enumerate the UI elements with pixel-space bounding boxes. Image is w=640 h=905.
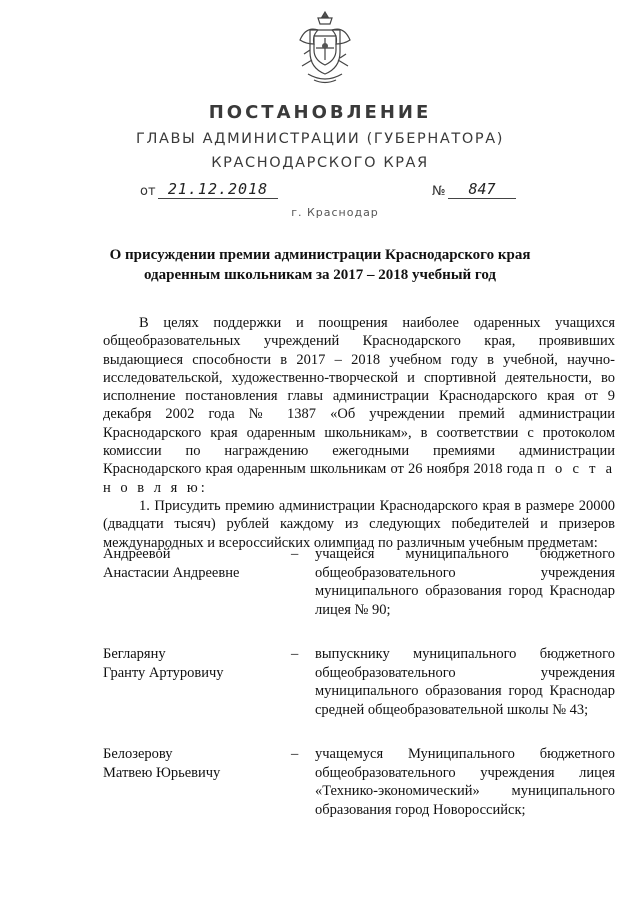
number-value: 847 [448,180,516,199]
awardee-given-names: Анастасии Андреевне [103,564,240,581]
awardee-surname: Белозерову [103,746,173,762]
issuer-heading-line1: ГЛАВЫ АДМИНИСТРАЦИИ (ГУБЕРНАТОРА) [136,131,504,147]
entry-dash: – [291,546,299,562]
resolve-word: п о с т а н о в л я ю: [103,461,616,496]
date-value: 21.12.2018 [158,180,278,199]
preamble-text: В целях поддержки и поощрения наиболее одаренных учащихся общеобразовательных учреждений Краснодарского края, проявивших выдающиеся способности в 2017 – 2018 учебном году в учебной, научно-исследовательской, художественно-творческой и спортивной деятельности, во исполнение постановления главы администрации Краснодарского края от 9 декабря 2002 года № 1387 «Об учреждении премий администрации Краснодарского края одаренным школьникам», в соответствии с протоколом комиссии по награждению ежегодными премиями администрации Краснодарского края одаренным школьникам от 26 ноября 2018 года [103,315,615,478]
item-1-paragraph: 1. Присудить премию администрации Краснодарского края в размере 20000 (двадцати тысяч) рублей каждому из следующих победителей и призеров международных и всероссийских олимпиад по различным учебным предметам: [103,497,615,551]
awardee-surname: Бегларяну [103,646,166,662]
awardee-description: учащейся муниципального бюджетного общеобразовательного учреждения муниципального образования город Краснодар лицея № 90; [315,546,615,618]
city-label: г. Краснодар [291,206,379,219]
title-line2: одаренным школьникам за 2017 – 2018 учебный год [143,267,497,283]
awardee-surname: Андреевой [103,546,171,562]
coat-of-arms-emblem [296,10,354,86]
preamble-paragraph [103,314,615,497]
awardee-name [103,645,273,682]
document-type-heading: ПОСТАНОВЛЕНИЕ [208,102,432,123]
document-body [103,314,615,552]
document-title [0,245,640,285]
title-line1: О присуждении премии администрации Краснодарского края [109,247,531,263]
awardee-given-names: Матвею Юрьевичу [103,764,221,781]
awardee-given-names: Гранту Артуровичу [103,664,224,681]
awardee-description: учащемуся Муниципального бюджетного общеобразовательного учреждения лицея «Технико-экономический» муниципального образования город Новороссийск; [315,746,615,818]
awardee-name [103,745,273,782]
awardee-description: выпускнику муниципального бюджетного общеобразовательного учреждения муниципального образования город Краснодар средней общеобразовательной школы № 43; [315,646,615,718]
awardee-name [103,545,273,582]
number-label: № [432,184,446,199]
entry-dash: – [291,746,299,762]
date-label: от [140,184,156,199]
issuer-heading-line2: КРАСНОДАРСКОГО КРАЯ [211,155,429,171]
entry-dash: – [291,646,299,662]
